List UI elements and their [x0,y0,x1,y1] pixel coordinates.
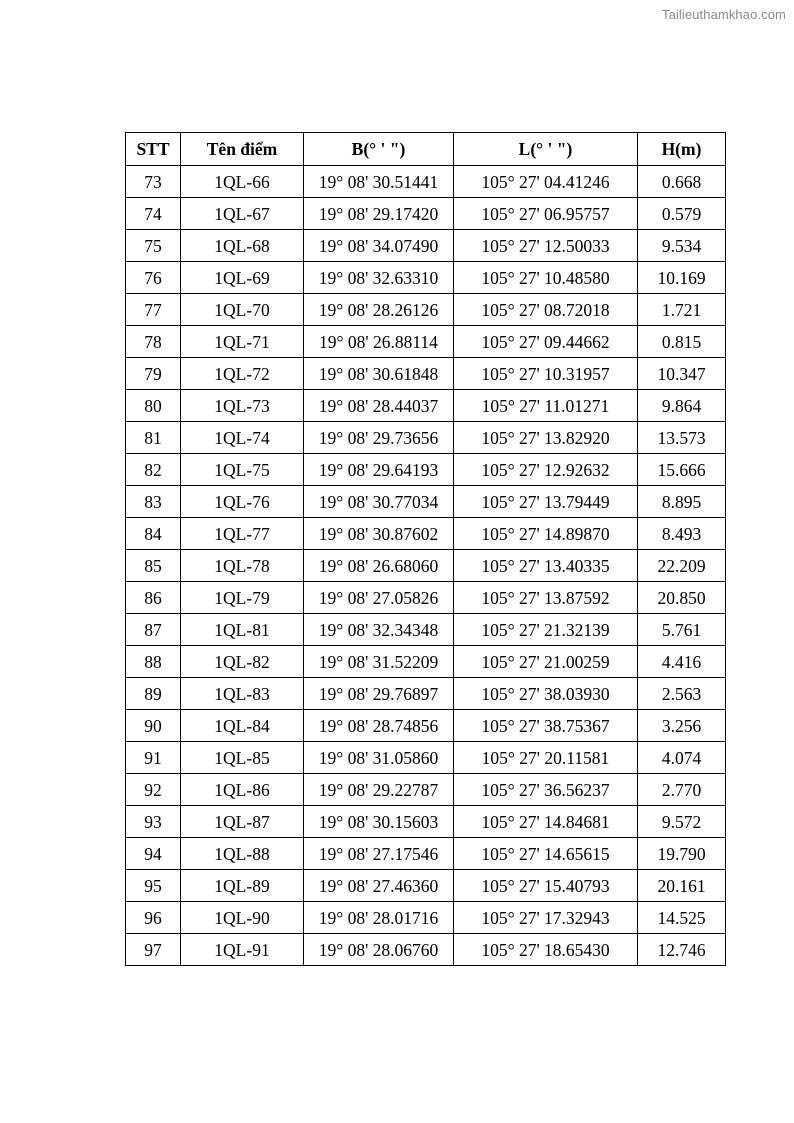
cell-longitude: 105° 27' 38.75367 [454,710,638,742]
cell-height: 0.668 [638,166,726,198]
table-row [126,454,726,486]
cell-height: 0.815 [638,326,726,358]
cell-point-name: 1QL-83 [181,678,304,710]
header-point-name: Tên điểm [181,133,304,166]
table-row [126,710,726,742]
cell-point-name: 1QL-78 [181,550,304,582]
cell-longitude: 105° 27' 20.11581 [454,742,638,774]
cell-stt: 92 [126,774,181,806]
cell-longitude: 105° 27' 21.32139 [454,614,638,646]
cell-point-name: 1QL-72 [181,358,304,390]
cell-stt: 77 [126,294,181,326]
cell-point-name: 1QL-74 [181,422,304,454]
cell-stt: 89 [126,678,181,710]
cell-longitude: 105° 27' 18.65430 [454,934,638,966]
cell-latitude: 19° 08' 31.05860 [304,742,454,774]
cell-latitude: 19° 08' 34.07490 [304,230,454,262]
cell-point-name: 1QL-70 [181,294,304,326]
cell-latitude: 19° 08' 27.46360 [304,870,454,902]
cell-latitude: 19° 08' 26.88114 [304,326,454,358]
cell-stt: 87 [126,614,181,646]
cell-height: 8.493 [638,518,726,550]
cell-stt: 80 [126,390,181,422]
cell-latitude: 19° 08' 29.64193 [304,454,454,486]
cell-longitude: 105° 27' 08.72018 [454,294,638,326]
header-row [126,133,726,166]
cell-height: 5.761 [638,614,726,646]
header-stt: STT [126,133,181,166]
cell-stt: 74 [126,198,181,230]
cell-latitude: 19° 08' 28.74856 [304,710,454,742]
cell-height: 19.790 [638,838,726,870]
cell-height: 2.563 [638,678,726,710]
cell-stt: 91 [126,742,181,774]
coordinates-table [125,132,726,966]
cell-point-name: 1QL-89 [181,870,304,902]
cell-height: 0.579 [638,198,726,230]
cell-stt: 94 [126,838,181,870]
table-row [126,198,726,230]
cell-stt: 86 [126,582,181,614]
cell-stt: 96 [126,902,181,934]
cell-point-name: 1QL-91 [181,934,304,966]
cell-height: 9.864 [638,390,726,422]
table-row [126,230,726,262]
cell-point-name: 1QL-73 [181,390,304,422]
cell-latitude: 19° 08' 27.05826 [304,582,454,614]
cell-stt: 88 [126,646,181,678]
cell-latitude: 19° 08' 26.68060 [304,550,454,582]
cell-stt: 85 [126,550,181,582]
cell-latitude: 19° 08' 28.01716 [304,902,454,934]
cell-stt: 84 [126,518,181,550]
cell-stt: 75 [126,230,181,262]
header-height: H(m) [638,133,726,166]
cell-stt: 93 [126,806,181,838]
cell-longitude: 105° 27' 09.44662 [454,326,638,358]
cell-point-name: 1QL-88 [181,838,304,870]
header-latitude: B(° ' ") [304,133,454,166]
cell-height: 20.850 [638,582,726,614]
table-row [126,902,726,934]
cell-height: 9.572 [638,806,726,838]
cell-height: 4.074 [638,742,726,774]
cell-point-name: 1QL-66 [181,166,304,198]
table-row [126,550,726,582]
cell-longitude: 105° 27' 12.92632 [454,454,638,486]
table-header [126,133,726,166]
cell-longitude: 105° 27' 14.89870 [454,518,638,550]
header-longitude: L(° ' ") [454,133,638,166]
cell-latitude: 19° 08' 31.52209 [304,646,454,678]
cell-longitude: 105° 27' 11.01271 [454,390,638,422]
cell-longitude: 105° 27' 10.48580 [454,262,638,294]
cell-latitude: 19° 08' 29.73656 [304,422,454,454]
cell-stt: 79 [126,358,181,390]
cell-height: 10.347 [638,358,726,390]
table-row [126,678,726,710]
cell-point-name: 1QL-86 [181,774,304,806]
cell-longitude: 105° 27' 13.40335 [454,550,638,582]
cell-point-name: 1QL-71 [181,326,304,358]
table-row [126,262,726,294]
cell-stt: 83 [126,486,181,518]
table-row [126,870,726,902]
cell-longitude: 105° 27' 17.32943 [454,902,638,934]
cell-latitude: 19° 08' 29.17420 [304,198,454,230]
cell-point-name: 1QL-67 [181,198,304,230]
cell-latitude: 19° 08' 30.51441 [304,166,454,198]
cell-point-name: 1QL-85 [181,742,304,774]
cell-latitude: 19° 08' 28.26126 [304,294,454,326]
cell-latitude: 19° 08' 29.76897 [304,678,454,710]
cell-point-name: 1QL-81 [181,614,304,646]
cell-height: 20.161 [638,870,726,902]
cell-height: 10.169 [638,262,726,294]
cell-longitude: 105° 27' 15.40793 [454,870,638,902]
cell-longitude: 105° 27' 04.41246 [454,166,638,198]
watermark: Tailieuthamkhao.com [661,7,786,22]
cell-longitude: 105° 27' 13.79449 [454,486,638,518]
cell-height: 3.256 [638,710,726,742]
cell-point-name: 1QL-68 [181,230,304,262]
cell-point-name: 1QL-77 [181,518,304,550]
cell-latitude: 19° 08' 27.17546 [304,838,454,870]
cell-stt: 78 [126,326,181,358]
table-row [126,326,726,358]
cell-stt: 73 [126,166,181,198]
cell-height: 2.770 [638,774,726,806]
cell-longitude: 105° 27' 13.87592 [454,582,638,614]
cell-longitude: 105° 27' 13.82920 [454,422,638,454]
cell-stt: 81 [126,422,181,454]
cell-latitude: 19° 08' 28.06760 [304,934,454,966]
cell-latitude: 19° 08' 30.61848 [304,358,454,390]
cell-latitude: 19° 08' 32.63310 [304,262,454,294]
cell-longitude: 105° 27' 38.03930 [454,678,638,710]
table-row [126,614,726,646]
table-row [126,838,726,870]
cell-latitude: 19° 08' 30.15603 [304,806,454,838]
table-row [126,518,726,550]
table-row [126,934,726,966]
table-row [126,742,726,774]
cell-longitude: 105° 27' 14.84681 [454,806,638,838]
cell-point-name: 1QL-75 [181,454,304,486]
cell-longitude: 105° 27' 06.95757 [454,198,638,230]
cell-height: 22.209 [638,550,726,582]
cell-height: 8.895 [638,486,726,518]
cell-latitude: 19° 08' 30.77034 [304,486,454,518]
cell-height: 9.534 [638,230,726,262]
table-row [126,390,726,422]
cell-point-name: 1QL-69 [181,262,304,294]
cell-longitude: 105° 27' 10.31957 [454,358,638,390]
cell-height: 15.666 [638,454,726,486]
table-row [126,486,726,518]
cell-point-name: 1QL-87 [181,806,304,838]
cell-height: 13.573 [638,422,726,454]
cell-latitude: 19° 08' 32.34348 [304,614,454,646]
cell-height: 4.416 [638,646,726,678]
cell-point-name: 1QL-82 [181,646,304,678]
cell-point-name: 1QL-90 [181,902,304,934]
table-row [126,646,726,678]
cell-longitude: 105° 27' 21.00259 [454,646,638,678]
cell-longitude: 105° 27' 12.50033 [454,230,638,262]
table-row [126,582,726,614]
table-body [126,166,726,966]
cell-point-name: 1QL-76 [181,486,304,518]
table-row [126,294,726,326]
cell-height: 14.525 [638,902,726,934]
cell-stt: 76 [126,262,181,294]
cell-height: 12.746 [638,934,726,966]
cell-latitude: 19° 08' 29.22787 [304,774,454,806]
table-row [126,806,726,838]
cell-point-name: 1QL-84 [181,710,304,742]
cell-stt: 95 [126,870,181,902]
cell-stt: 97 [126,934,181,966]
cell-point-name: 1QL-79 [181,582,304,614]
cell-longitude: 105° 27' 14.65615 [454,838,638,870]
cell-longitude: 105° 27' 36.56237 [454,774,638,806]
table-row [126,166,726,198]
cell-latitude: 19° 08' 28.44037 [304,390,454,422]
cell-height: 1.721 [638,294,726,326]
table-row [126,774,726,806]
cell-stt: 90 [126,710,181,742]
table-row [126,358,726,390]
table-row [126,422,726,454]
cell-stt: 82 [126,454,181,486]
cell-latitude: 19° 08' 30.87602 [304,518,454,550]
